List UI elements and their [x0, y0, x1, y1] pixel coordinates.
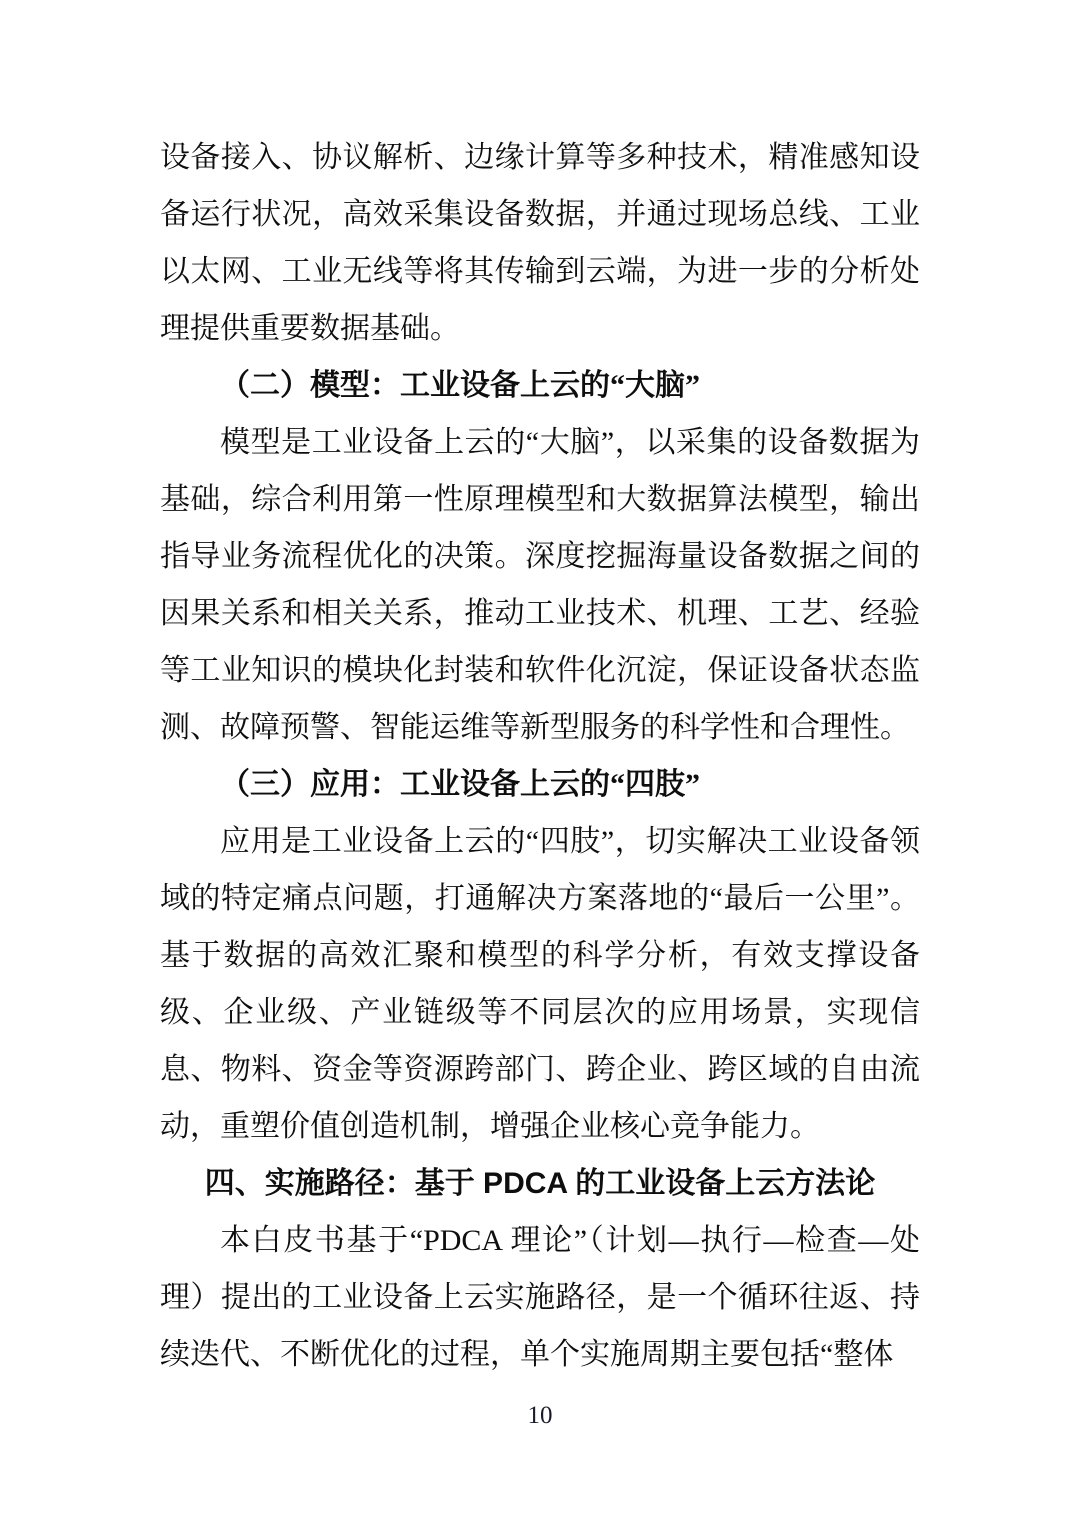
text-column — [160, 129, 920, 1383]
body-paragraph-continued: 设备接入、协议解析、边缘计算等多种技术，精准感知设备运行状况，高效采集设备数据，并通过现场总线、工业以太网、工业无线等将其传输到云端，为进一步的分析处理提供重要数据基础。 — [160, 141, 920, 345]
body-paragraph-model: 模型是工业设备上云的“大脑”，以采集的设备数据为基础，综合利用第一性原理模型和大数据算法模型，输出指导业务流程优化的决策。深度挖掘海量设备数据之间的因果关系和相关关系，推动工业技术、机理、工艺、经验等工业知识的模块化封装和软件化沉淀，保证设备状态监测、故障预警、智能运维等新型服务的科学性和合理性。 — [160, 426, 920, 744]
body-paragraph-pdca: 本白皮书基于“PDCA 理论”（计划—执行—检查—处理）提出的工业设备上云实施路径，是一个循环往返、持续迭代、不断优化的过程，单个实施周期主要包括“整体 — [160, 1224, 920, 1371]
subsection-heading-application: （三）应用：工业设备上云的“四肢” — [220, 768, 700, 801]
section-heading-implementation-path: 四、实施路径：基于 PDCA 的工业设备上云方法论 — [204, 1167, 876, 1200]
page-number: 10 — [527, 1402, 553, 1429]
page-footer — [0, 1402, 1080, 1430]
body-paragraph-application: 应用是工业设备上云的“四肢”，切实解决工业设备领域的特定痛点问题，打通解决方案落地的“最后一公里”。基于数据的高效汇聚和模型的科学分析，有效支撑设备级、企业级、产业链级等不同层次的应用场景，实现信息、物料、资金等资源跨部门、跨企业、跨区域的自由流动，重塑价值创造机制，增强企业核心竞争能力。 — [160, 825, 920, 1143]
subsection-heading-model: （二）模型：工业设备上云的“大脑” — [220, 369, 700, 402]
